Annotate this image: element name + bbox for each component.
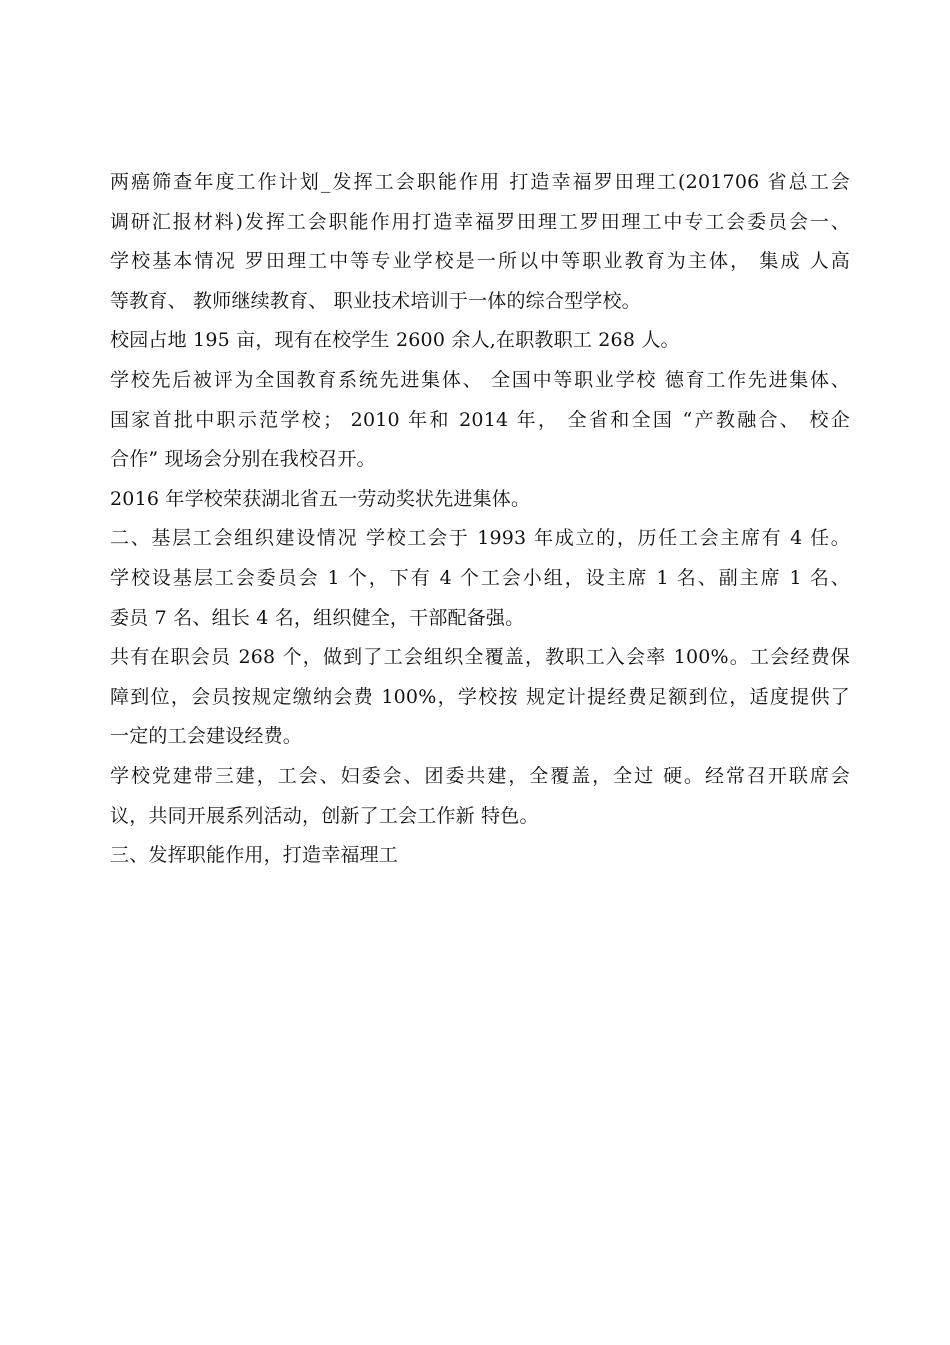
text-line: 等教育、 教师继续教育、 职业技术培训于一体的综合型学校。	[110, 289, 641, 312]
text-line: 两癌筛查年度工作计划_发挥工会职能作用 打造幸福罗田理工(201706 省总工会	[110, 171, 850, 193]
text-line: 合作” 现场会分别在我校召开。	[110, 448, 376, 471]
text-line: 一定的工会建设经费。	[110, 725, 303, 748]
text-line: 二、基层工会组织建设情况 学校工会于 1993 年成立的，历任工会主席有 4 任。	[110, 527, 850, 550]
text-line: 学校先后被评为全国教育系统先进集体、 全国中等职业学校 德育工作先进集体、	[110, 368, 850, 391]
text-line: 学校设基层工会委员会 1 个，下有 4 个工会小组，设主席 1 名、副主席 1 名、	[110, 566, 850, 589]
text-line: 2016 年学校荣获湖北省五一劳动奖状先进集体。	[110, 487, 531, 510]
text-line: 调研汇报材料)发挥工会职能作用打造幸福罗田理工罗田理工中专工会委员会一、	[110, 210, 850, 233]
text-line: 学校基本情况 罗田理工中等专业学校是一所以中等职业教育为主体， 集成 人高	[110, 250, 850, 273]
text-line: 议，共同开展系列活动，创新了工会工作新 特色。	[110, 804, 539, 827]
text-line: 国家首批中职示范学校； 2010 年和 2014 年， 全省和全国 “产教融合、 校企	[110, 408, 850, 431]
text-line: 共有在职会员 268 个，做到了工会组织全覆盖，教职工入会率 100%。工会经费保	[110, 646, 850, 669]
text-line: 障到位，会员按规定缴纳会费 100%，学校按 规定计提经费足额到位，适度提供了	[110, 685, 850, 708]
text-line: 校园占地 195 亩，现有在校学生 2600 余人,在职教职工 268 人。	[110, 329, 680, 352]
text-line: 学校党建带三建，工会、妇委会、团委共建，全覆盖，全过 硬。经常召开联席会	[110, 764, 850, 787]
document-body	[110, 163, 850, 876]
text-line: 委员 7 名、组长 4 名，组织健全，干部配备强。	[110, 606, 525, 629]
section-heading: 三、发挥职能作用，打造幸福理工	[110, 844, 399, 867]
